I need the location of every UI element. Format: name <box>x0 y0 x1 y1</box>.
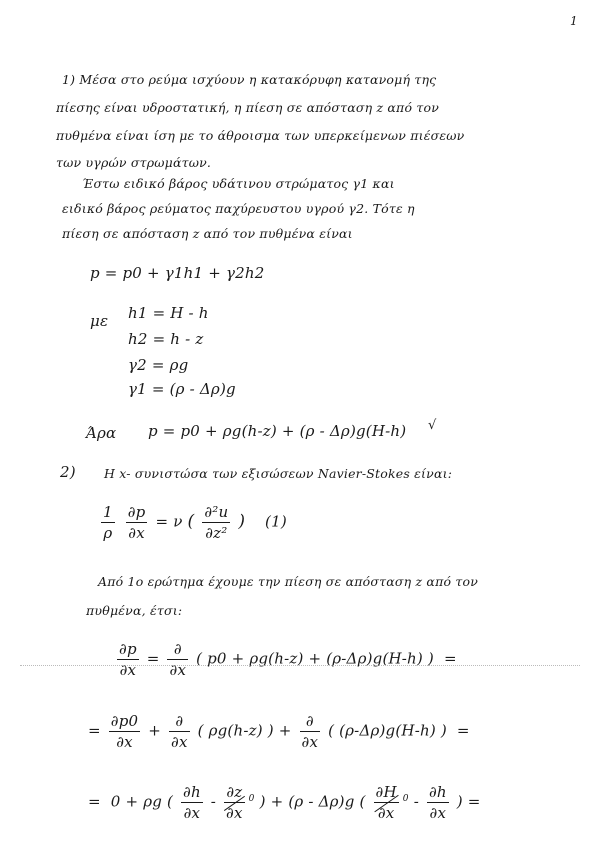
derivation-line-1 <box>114 640 457 679</box>
part1-line-3: πυθμένα είναι ίση με το άθροισμα των υπερκείμενων πιέσεων <box>56 128 465 143</box>
d1-tail-equals: = <box>443 649 457 668</box>
part1-line-1: 1) Μέσα στο ρεύμα ισχύουν η κατακόρυφη κατανομή της <box>62 72 437 87</box>
d3-c-sup-zero: 0 <box>402 793 409 804</box>
d3-dz-dx-cancelled <box>224 783 245 822</box>
d2-t3-body: ( (ρ-Δρ)g(H-h) ) <box>328 721 447 740</box>
result-equation: p = p0 + ρg(h-z) + (ρ - Δρ)g(H-h) <box>148 422 407 440</box>
d2-t3-den: ∂x <box>301 733 319 751</box>
page-number: 1 <box>570 14 578 28</box>
d3-dh-dx <box>181 783 203 822</box>
d1-body: ( p0 + ρg(h-z) + (ρ-Δρ)g(H-h) ) <box>196 649 434 668</box>
d2-op-2 <box>169 712 190 751</box>
d2-tail-equals: = <box>456 721 470 740</box>
d3-a-den: ∂x <box>183 804 201 822</box>
d1-equals: = <box>146 649 160 668</box>
d3-tail-equals: = <box>467 792 481 811</box>
derivation-line-3 <box>88 783 481 822</box>
ns-equals: = <box>155 512 169 531</box>
ns-den-rho: ρ <box>103 524 113 542</box>
check-mark: √ <box>428 418 437 433</box>
ns-den-dx: ∂x <box>128 524 145 542</box>
ns-fraction-1-over-rho <box>101 503 115 542</box>
d2-t1-num: ∂p0 <box>110 712 139 730</box>
d3-b-den: ∂x <box>226 804 243 822</box>
d2-t1-den: ∂x <box>116 733 133 751</box>
part2-para-line-2: πυθμένα, έτσι: <box>86 603 183 618</box>
ns-num-d2u: ∂²u <box>204 503 229 521</box>
d2-plus-1: + <box>148 721 162 740</box>
d2-t2-den: ∂x <box>170 733 188 751</box>
d3-dH-dx-cancelled <box>374 783 399 822</box>
part1-para2-line-1: Έστω ειδικό βάρος υδάτινου στρώματος γ1 και <box>82 176 395 191</box>
d2-plus-2: + <box>278 721 292 740</box>
d1-den: ∂x <box>119 661 137 679</box>
d2-t3-num: ∂ <box>300 712 321 732</box>
d2-lead-equals: = <box>88 721 101 740</box>
d3-c-den: ∂x <box>377 804 395 822</box>
part1-para2-line-2: ειδικό βάρος ρεύματος παχύρευστου υγρού γ2. Τότε η <box>62 201 415 216</box>
ns-den-dz2: ∂z² <box>205 524 228 542</box>
d3-lead-equals: = <box>88 792 101 811</box>
derivation-line-2 <box>88 712 470 751</box>
d3-c-num: ∂H <box>375 783 397 801</box>
part2-number: 2) <box>60 463 76 481</box>
def-h2: h2 = h - z <box>128 330 204 348</box>
d3-zero: 0 <box>110 792 121 811</box>
d1-op-den: ∂x <box>169 661 187 679</box>
part1-line-2: πίεσης είναι υδροστατική, η πίεση σε απόσταση z από τον <box>56 100 439 115</box>
d3-minus-1: - <box>210 792 217 811</box>
part2-para-line-1: Από 1ο ερώτημα έχουμε την πίεση σε απόσταση z από τον <box>98 574 479 589</box>
d1-operator <box>167 640 188 679</box>
d3-b-sup-zero: 0 <box>248 793 255 804</box>
ns-equation-tag: (1) <box>265 512 287 531</box>
d3-dh-dx-2 <box>427 783 449 822</box>
d3-b-num: ∂z <box>224 783 245 803</box>
def-gamma2: γ2 = ρg <box>128 356 189 374</box>
scan-artifact-line <box>20 665 580 666</box>
def-h1: h1 = H - h <box>128 304 209 322</box>
def-gamma1: γ1 = (ρ - Δρ)g <box>128 380 236 398</box>
part1-line-4: των υγρών στρωμάτων. <box>56 155 212 170</box>
ns-nu: ν <box>173 512 183 531</box>
ns-fraction-dp-dx <box>126 503 148 542</box>
therefore-label: Άρα <box>86 424 117 442</box>
d3-coef-1: ρg ( <box>143 792 174 811</box>
part1-para2-line-3: πίεση σε απόσταση z από τον πυθμένα είναι <box>62 226 353 241</box>
with-label: με <box>90 312 109 330</box>
ns-num-1: 1 <box>103 503 113 521</box>
d2-t2-body: ( ρg(h-z) ) <box>197 721 274 740</box>
d3-a-num: ∂h <box>183 783 201 801</box>
navier-stokes-equation: $\frac{1}{\rho}$ $\frac{\partial p}{\partial x}$ = ν ( $\frac{\text{∂²u}}{\text{∂z²}}$ ) (1) <box>103 503 287 542</box>
d3-minus-2: - <box>413 792 419 811</box>
ns-fraction-d2u-dz2 <box>202 503 230 542</box>
d1-dp-dx <box>117 640 139 679</box>
d3-coef-2: (ρ - Δρ)g ( <box>288 792 366 811</box>
d3-close-2: ) <box>456 792 463 811</box>
d3-d-num: ∂h <box>428 783 447 801</box>
d1-op-num: ∂ <box>167 640 188 660</box>
d2-t2-num: ∂ <box>169 712 190 732</box>
d3-plus-2: + <box>270 792 284 811</box>
d2-op-3 <box>300 712 321 751</box>
d3-d-den: ∂x <box>429 804 447 822</box>
d3-close-1: ) <box>259 792 266 811</box>
part2-intro: Η x- συνιστώσα των εξισώσεων Navier-Stokes είναι: <box>104 466 453 481</box>
d3-plus-1: + <box>125 792 139 811</box>
pressure-equation: p = p0 + γ1h1 + γ2h2 <box>90 264 265 282</box>
ns-num-dp: ∂p <box>127 503 146 521</box>
d1-num: ∂p <box>119 640 137 658</box>
d2-dp0-dx <box>109 712 141 751</box>
